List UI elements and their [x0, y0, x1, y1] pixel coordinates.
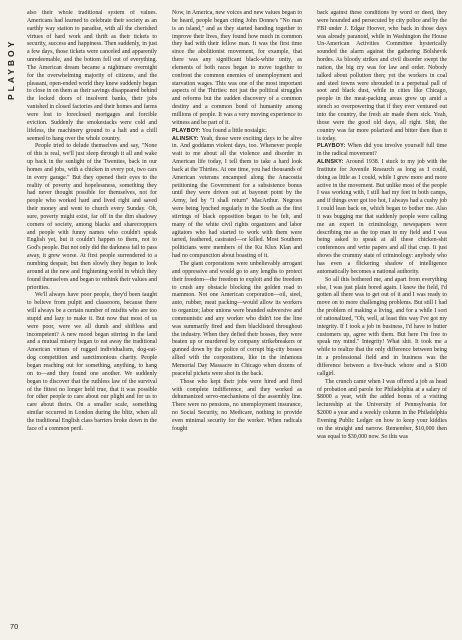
paragraph-text: So all this bothered me, and apart from everything else, I was just plain bored again. I knew the field, I'd gotten all there was to get out of it and I was ready to move on to more challenging problems. But still I had the problem of making a living, and for a while I sort of rationalized, "Oh, well, at least this way I've got my integrity. If I took a job in business, I'd have to butter customers up, agree with them. But here I'm free to speak my mind." Integrity! What shit. It took me a while to realize that the only difference between being in a professional field and in business was the difference between a five-buck whore and a $100 callgirl. [317, 276, 447, 377]
paragraph [317, 277, 447, 379]
paragraph-text: Now, in America, new voices and new values began to be heard, people began citing John Donne's "No man is an island," and as they started banding together to improve their lives, they found how much in common they had with their fellow man. It was the first time since the abolitionist movement, for example, that there was any significant black-white unity, as elements of both races began to move together to confront the common enemies of unemployment and starvation wages. This was one of the most important aspects of the Thirties: not just the political struggles and reforms but the sudden discovery of a common destiny and a common bond of humanity among millions of people. It was a very moving experience to witness and be part of it. [172, 10, 302, 126]
interview-question [317, 143, 447, 159]
paragraph [27, 143, 157, 292]
interview-answer [172, 136, 302, 262]
paragraph [317, 10, 447, 143]
paragraph [172, 261, 302, 379]
interview-question [172, 128, 302, 136]
paragraph-text: The crunch came when I was offered a job as head of probation and parole for Philadelphia at a salary of $8000 a year, with the added bonus of a visiting lectureship at the University of Pennsylvania for $2000 a year and a weekly column in the Philadelphia Evening Public Ledger on how to keep your kiddies on the straight and narrow. Remember, $10,000 then was equal to $30,000 now. So this was [317, 378, 447, 440]
speaker-label: PLAYBOY: [172, 127, 201, 134]
page-number: 70 [10, 622, 19, 631]
paragraph-text: When did you involve yourself full time in the radical movement? [317, 143, 447, 158]
paragraph [317, 379, 447, 442]
paragraph-text: back against these conditions by word or deed, they were hounded and persecuted by city police and by the FBI under J. Edgar Hoover, who back in those days was already paranoid, while in Washington the House Un-American Activities Committee hysterically sounded the alarm against the gathering Bolshevik hordes. As bloody strikes and civil disorder swept the nation, the big cry was for law and order. Nobody talked about pollution then; yet the workers in coal and steel towns were shrouded in a perpetual pall of soot and black dust, while in cities like Chicago, people in the meat-packing areas grew up amid a stench so overpowering that if they ever ventured out into the country, the fresh air made them sick. Yeah, those were the good old days, all right. Shit, the country was far more polarized and bitter then than it is today. [317, 10, 447, 142]
paragraph-text: The giant corporations were unbelievably arrogant and oppressive and would go to any lengths to protect their freedom—the freedom to exploit and the freedom to crush any obstacle blocking the golden road to mammon. Not one American corporation—oil, steel, auto, rubber, meat packing—would allow its workers to organize; labor unions were branded subversive and communistic and any worker who didn't toe the line was summarily fired and then blacklisted throughout the industry. When they defied their bosses, they were beaten up or murdered by company strikebreakers or gunned down by the police of corrupt big-city bosses allied with the corporations, like in the infamous Memorial Day Massacre in Chicago when dozens of peaceful pickets were shot in the back. [172, 261, 302, 377]
paragraph [27, 292, 157, 433]
paragraph-text: Those who kept their jobs were hired and fired with complete indifference, and they worked as dehumanized servo-mechanisms of the assembly line. There were no pensions, no unemployment insurance, no Social Security, no Medicare, nothing to provide even minimal security for the worker. When radicals fought [172, 378, 302, 432]
paragraph-text: also their whole traditional system of values. Americans had learned to celebrate their society as an earthly way station to paradise, with all the cherished virtues of hard work and thrift as their tickets to security, success and happiness. Then suddenly, in just a few days, those tickets were canceled and apparently unredeemable, and the bottom fell out of everything. The American dream became a nightmare overnight for the overwhelming majority of citizens, and the pleasant, open-ended world they knew suddenly began to close in on them as their savings disappeared behind the locked doors of insolvent banks, their jobs vanished in closed factories and their homes and farms were lost to foreclosed mortgages and forcible eviction. Suddenly the smokestacks were cold and lifeless, the machinery ground to a halt and a chill seemed to hang over the whole country. [27, 10, 157, 142]
interview-answer [317, 159, 447, 277]
text-column-1 [27, 10, 157, 630]
paragraph-text: You found a little nostalgic. [201, 127, 268, 134]
paragraph [172, 379, 302, 434]
paragraph-text: We'll always have poor people, they'd been taught to believe from pulpit and classroom, because there will always be a certain number of misfits who are too stupid and lazy to make it. But now that most of us were poor, were we all dumb and shiftless and incompetent? A new mood began stirring in the land and a mutual misery began to eat away the traditional American virtues of rugged individualism, dog-eat-dog competition and sanctimonious charity. People began reaching out for something, anything, to hang on to—and they found one another. We suddenly began to discover that the ruthless law of the survival of the fittest no longer held true, that it was possible for other people to care about our plight and for us to care about theirs. On a smaller scale, something similar occurred in London during the blitz, when all the traditional English class barriers broke down in the face of a common peril. [27, 292, 157, 432]
paragraph-text: Yeah, those were exciting days to be alive in. And goddamn violent days, too. Whenever people wait to me about all the violence and disorder in American life today, I tell them to take a hard look back at the Thirties. At one time, you had thousands of American veterans encamped along the Anacostia petitioning the Government for a subsistence bonus until they were driven out at bayonet point by the Army, led by "I shall return" MacArthur. Negroes were being lynched regularly in the South as the first stirrings of black opposition began to be felt, and many of the white civil rights organizers and labor agitators who had started to work with them were tarred, feathered, castrated—or killed. Most Southern politicians were members of the Ku Klux Klan and had no compunction about boasting of it. [172, 135, 302, 260]
text-column-3 [317, 10, 447, 630]
paragraph [27, 10, 157, 143]
speaker-label: ALINSKY: [317, 159, 344, 166]
paragraph [172, 10, 302, 128]
speaker-label: PLAYBOY: [317, 143, 346, 150]
paragraph-text: People tried to delude themselves and say, "None of this is real, we'll just sleep through it all and wake up back in the sunlight of the Twenties, back in our homes and jobs, with a chicken in every pot, two cars in every garage." But they opened their eyes to the reality of poverty and hopelessness, something they had never thought possible for themselves, not for people who worked hard and lived right and saved their money and went to church every Sunday. Oh, sure, poverty might exist, far off in the dim shadowy corners of society, among blacks and sharecroppers and people with funny names who couldn't speak English yet, but it couldn't happen to them, not to God's people. But not only did the darkness fail to pass away, it grew worse. At first people surrendered to a numbing despair, but then slowly they began to look around at the new and frightening world in which they found themselves and began to rethink their values and priorities. [27, 143, 157, 291]
text-column-2 [172, 10, 302, 630]
paragraph-text: Around 1938. I stuck to my job with the Institute for Juvenile Research as long as I could, doing as little as I could, while I grew more and more active in the movement. But unlike most of the people I was working with, I still had my feet in both camps, and if things ever got too hot, I always had a cushy job I could lean back on, which began to bother me. Also it was bugging me that suddenly people were calling me an expert in criminology, newspapers were describing me as the top man in my field and I was being asked to speak at all these chicken-shit conferences and write papers and all that crap. It just shows the crummy state of criminology: anybody who has even a flickering shadow of intelligence automatically becomes a national authority. [317, 159, 447, 275]
running-head: PLAYBOY [6, 38, 16, 100]
speaker-label: ALINSKY: [172, 135, 199, 142]
